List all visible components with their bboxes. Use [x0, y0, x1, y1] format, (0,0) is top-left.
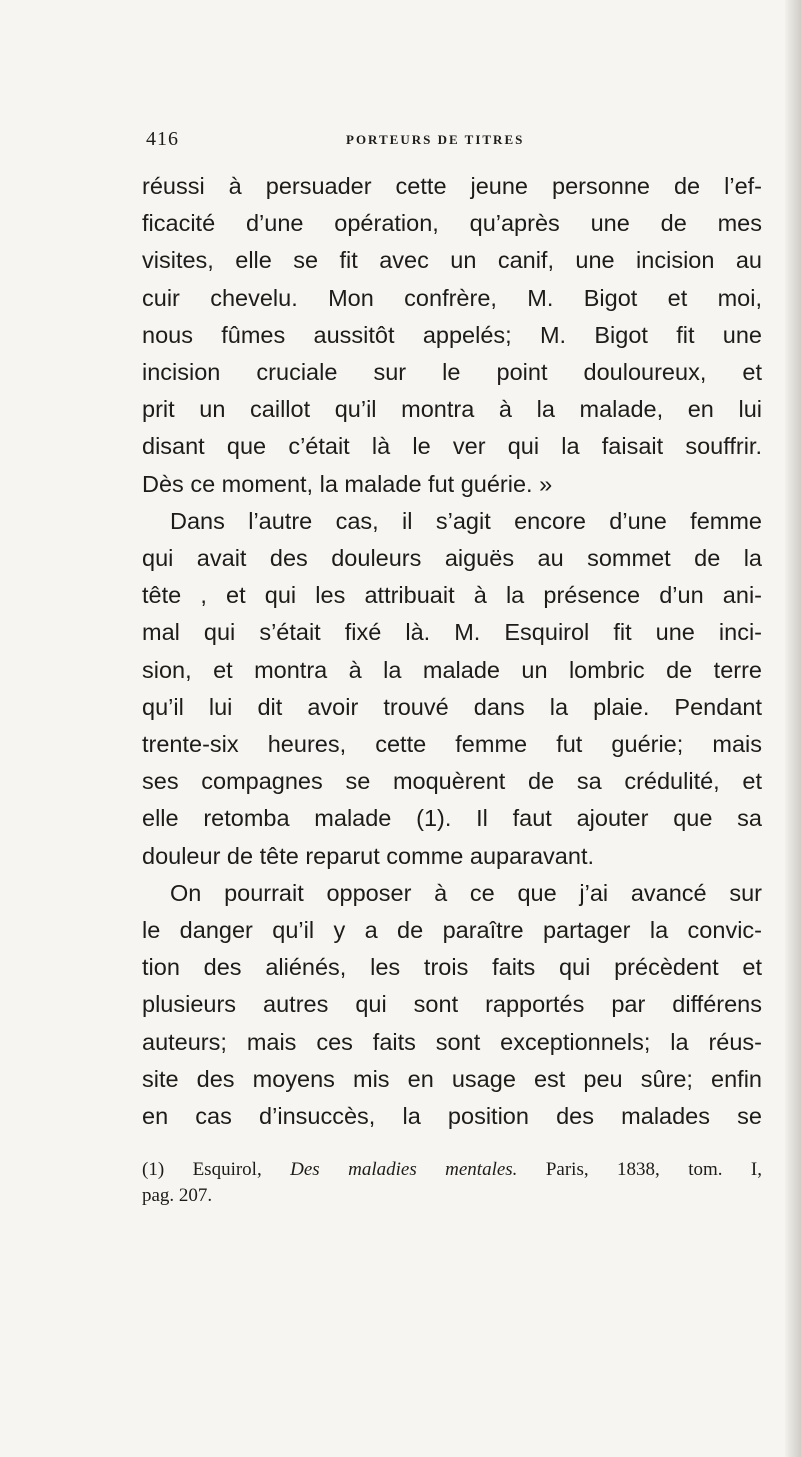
text-line: sion, et montra à la malade un lombric de terre [142, 656, 762, 683]
text-line: en cas d’insuccès, la position des malades se [142, 1103, 762, 1130]
running-head: PORTEURS DE TITRES [346, 132, 525, 147]
text-line: elle retomba malade (1). Il faut ajouter que sa [142, 805, 762, 832]
footnote-line [142, 1157, 762, 1183]
text-line: Dès ce moment, la malade fut guérie. » [142, 470, 553, 497]
text-line: Dans l’autre cas, il s’agit encore d’une femme [170, 507, 762, 534]
text-line: qu’il lui dit avoir trouvé dans la plaie. Pendant [142, 693, 762, 720]
text-line: douleur de tête reparut comme auparavant. [142, 842, 594, 869]
body-text [142, 168, 762, 1135]
text-line: incision cruciale sur le point douloureux, et [142, 359, 762, 386]
text-line: trente-six heures, cette femme fut guérie; mais [142, 731, 762, 758]
text-line: plusieurs autres qui sont rapportés par différens [142, 991, 762, 1018]
text-line: le danger qu’il y a de paraître partager la convic- [142, 917, 762, 944]
footnote-work-title: Des maladies mentales. [290, 1159, 518, 1180]
text-line: ses compagnes se moquèrent de sa crédulité, et [142, 768, 762, 795]
page-number: 416 [146, 128, 179, 150]
footnote-pages: pag. 207. [142, 1185, 213, 1206]
text-line: nous fûmes aussitôt appelés; M. Bigot fit une [142, 321, 762, 348]
footnote [142, 1157, 762, 1209]
text-line: réussi à persuader cette jeune personne de l’ef- [142, 173, 762, 199]
text-line: mal qui s’était fixé là. M. Esquirol fit une inci- [142, 619, 762, 646]
text-line: disant que c’était là le ver qui la faisait souffrir. [142, 433, 762, 460]
text-line: tête , et qui les attribuait à la présence d’un ani- [142, 582, 762, 609]
text-line: auteurs; mais ces faits sont exceptionnels; la réus- [142, 1028, 762, 1055]
text-line: ficacité d’une opération, qu’après une de mes [142, 210, 762, 237]
footnote-publication: Paris, 1838, tom. I, [545, 1159, 763, 1180]
page-header [146, 128, 746, 158]
footnote-author: (1) Esquirol, [142, 1159, 262, 1180]
text-line: qui avait des douleurs aiguës au sommet de la [142, 545, 762, 572]
page-edge-shadow [785, 0, 801, 1457]
text-line: tion des aliénés, les trois faits qui précèdent et [142, 954, 762, 981]
text-line: On pourrait opposer à ce que j’ai avancé sur [170, 879, 762, 906]
text-line: cuir chevelu. Mon confrère, M. Bigot et moi, [142, 284, 762, 311]
text-line: prit un caillot qu’il montra à la malade, en lui [142, 396, 762, 423]
text-line: site des moyens mis en usage est peu sûre; enfin [142, 1065, 762, 1092]
text-line: visites, elle se fit avec un canif, une incision au [142, 247, 762, 274]
